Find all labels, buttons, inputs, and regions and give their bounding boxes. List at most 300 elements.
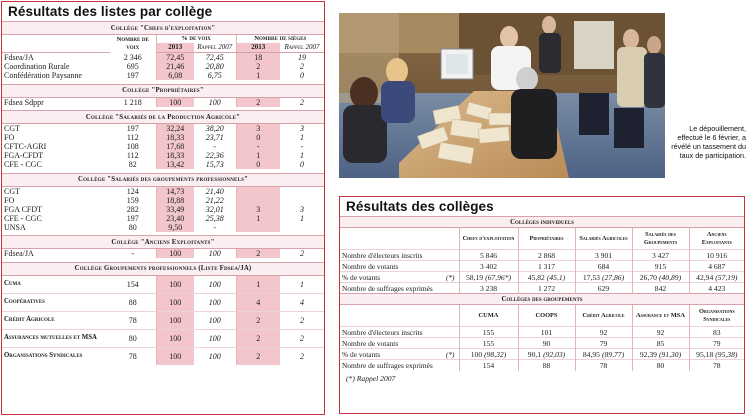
list-name: Fdsea Sdppr [4,97,44,107]
counting-photo [339,13,665,178]
value-cell [632,327,689,338]
pct-2013: 21,46 [156,62,194,71]
row-label [340,283,459,294]
value-2013: 4 687 [708,261,726,271]
seats-2007 [280,196,324,205]
column-header-row [340,228,744,250]
value-2013: 17,53 [582,272,600,282]
value-2013: 84,95 [582,349,600,359]
seats-2007: 1 [300,151,305,160]
value-2013: 2 868 [537,250,556,260]
list-name: CFE - CGC [4,213,42,223]
row-label [340,349,459,360]
pct-2013: 100 [156,275,194,293]
left-panel-title: Résultats des listes par collège [8,4,213,19]
value-2013: 45,82 [527,272,545,282]
value-2013: 83 [712,327,721,337]
table-row [2,151,324,160]
value-2013: 3 402 [479,261,498,271]
pct-2007: 22,36 [205,151,224,160]
value-2013: 3 427 [651,250,670,260]
vote-count: 197 [126,71,139,80]
value-cell [575,272,632,283]
subheader-2013-pct: 2013 [156,43,194,53]
pct-2013: 14,73 [156,186,194,196]
row-label [340,327,459,338]
value-cell [459,338,518,349]
section-header-row [2,111,324,124]
seats-2007: 3 [300,124,305,133]
seats-2007: - [300,142,304,151]
pct-2007: 100 [194,311,236,329]
seats-2007: 4 [280,293,324,311]
table-row [340,272,744,283]
value-cell [518,250,575,261]
vote-count: 82 [128,160,137,169]
value-2007: (57,19) [715,272,738,282]
pct-2007: 100 [208,249,221,258]
value-2013: 4 423 [708,283,726,293]
pct-2007: 21,40 [205,186,224,196]
table-row [2,124,324,134]
header-voters: Nombre de voix [116,35,149,51]
list-name: Coordination Rurale [4,62,70,71]
value-2007: (98,32) [484,349,507,359]
results-by-list-table [2,21,324,365]
seats-2013: 2 [236,62,280,71]
vote-count: 2 346 [123,52,142,62]
value-cell [518,261,575,272]
pct-2007: 6,75 [207,71,222,80]
table-row [2,53,324,63]
section-header-row [2,22,324,35]
header-blank [340,228,459,250]
footnote: (*) Rappel 2007 [346,373,396,383]
value-cell [689,283,744,294]
vote-count: 112 [126,151,139,160]
photo-caption: Le dépouillement, effectué le 6 février, a révélé un tassement du taux de participation. [671,124,746,160]
value-2013: 26,70 [639,272,657,282]
pct-2013: 23,40 [156,214,194,223]
vote-count: 80 [128,222,137,232]
column-header-row [2,35,324,44]
value-cell [518,338,575,349]
pct-2013: 33,49 [156,205,194,214]
table-row [2,142,324,151]
value-2013: 92 [599,327,608,337]
value-2013: 915 [654,261,667,271]
list-name: Assurances mutuelles et MSA [2,329,110,347]
seats-2013: 2 [236,97,280,107]
seats-2007: 2 [280,329,324,347]
value-2013: 3 901 [594,250,613,260]
value-2013: 42,94 [696,272,714,282]
right-panel-title: Résultats des collèges [346,199,494,214]
pct-2013: 6,08 [156,71,194,80]
pct-2013: 100 [156,293,194,311]
pct-2007: 25,38 [205,213,224,223]
value-2013: 58,19 [465,272,484,282]
pct-2013: 100 [156,311,194,329]
column-header: COOPS [518,305,575,327]
value-2007: (27,86) [601,272,625,282]
value-cell [575,349,632,360]
column-subheader-row [2,43,324,53]
vote-count: 282 [126,204,139,214]
value-cell [632,338,689,349]
seats-2013: 2 [236,249,280,259]
value-cell [575,360,632,371]
list-name: CGT [4,186,20,196]
value-2013: 78 [599,360,608,370]
seats-2013: 2 [236,329,280,347]
seats-2013: 1 [236,71,280,80]
seats-2013: 1 [236,214,280,223]
seats-2007: 1 [300,213,305,223]
column-header: Chefs d'exploitation [459,228,518,250]
section-title: Collèges des groupements [340,294,744,305]
seats-2007: 19 [298,53,307,62]
value-2007: (45,1) [546,272,566,282]
value-cell [575,250,632,261]
subheader-2013-seats: 2013 [236,43,280,53]
list-name: Cuma [2,275,110,293]
row-label-text: Nombre de votants [342,338,399,348]
row-label-text: Nombre de suffrages exprimés [342,360,433,370]
value-cell [689,327,744,338]
value-2013: 154 [482,360,495,370]
value-2013: 88 [542,360,551,370]
rappel-mark: (*) [445,272,455,282]
pct-2007: 20,80 [205,62,224,71]
pct-2007: 32,01 [205,204,224,214]
column-header-row [340,305,744,327]
subheader-rappel-seats: Rappel 2007 [280,43,324,53]
value-2013: 101 [540,327,553,337]
section-header-row [340,294,744,305]
value-2013: 79 [712,338,721,348]
value-2013: 78 [712,360,721,370]
table-row [340,283,744,294]
seats-2007: 1 [280,275,324,293]
value-2013: 10 916 [706,250,728,260]
seats-2013: 2 [236,347,280,365]
table-row [2,214,324,223]
college-results-table [340,216,744,371]
table-row [2,97,324,107]
vote-count: 108 [126,142,139,151]
list-name: Organisations Syndicales [2,347,110,365]
section-header-row [2,84,324,97]
column-header: Salariés Agricoles [575,228,632,250]
seats-2013: 18 [236,53,280,63]
value-cell [689,360,744,371]
value-cell [575,283,632,294]
vote-count: 695 [126,62,139,71]
seats-2007: 0 [300,71,305,80]
table-row [2,249,324,259]
header-pct: % de voix [156,35,236,44]
value-2007: (89,77) [601,349,625,359]
value-2013: 842 [654,283,667,293]
pct-2013: 18,33 [156,133,194,142]
section-title: Collège "Salariés des groupements professionnels" [2,173,324,186]
header-blank [340,305,459,327]
value-2013: 3 238 [479,283,498,293]
row-label-text: % de votants [342,272,381,282]
value-cell [632,349,689,360]
value-2013: 629 [597,283,610,293]
vote-count: - [131,249,135,258]
seats-2007: 3 [300,204,305,214]
value-2013: 95,18 [696,349,714,359]
vote-count: 124 [126,186,139,196]
value-2013: 80 [656,360,665,370]
table-row [2,293,324,311]
pct-2007: 72,45 [205,53,224,62]
value-2013: 90 [542,338,551,348]
value-cell [459,349,518,360]
seats-2013 [236,223,280,232]
table-row [340,360,744,371]
table-row [340,338,744,349]
list-name: Fdsea/JA [4,249,34,258]
table-row [2,311,324,329]
value-cell [689,349,744,360]
vote-count: 154 [110,275,156,293]
subheader-rappel-pct: Rappel 2007 [194,43,236,53]
section-header-row [2,236,324,249]
college-results-panel [339,196,745,414]
row-label-text: Nombre d'électeurs inscrits [342,250,423,260]
value-cell [518,283,575,294]
value-cell [575,261,632,272]
seats-2013: 3 [236,205,280,214]
pct-2013: 17,68 [156,142,194,151]
pct-2007: 38,20 [205,124,224,133]
column-header: Organisations Syndicales [689,305,744,327]
value-2013: 1 317 [537,261,556,271]
value-2013: 100 [470,349,483,359]
table-row [2,186,324,196]
seats-2007 [280,223,324,232]
table-row [2,329,324,347]
section-header-row [2,173,324,186]
table-row [2,205,324,214]
value-cell [632,272,689,283]
value-cell [689,261,744,272]
pct-2013: 100 [156,97,194,107]
list-name: CGT [4,124,20,133]
table-row [340,327,744,338]
section-title: Collège "Salariés de la Production Agricole" [2,111,324,124]
column-header: CUMA [459,305,518,327]
list-name: FO [4,133,15,142]
section-title: Collège "Chefs d'exploitation" [2,22,324,35]
vote-count: 197 [126,213,139,223]
value-cell [459,250,518,261]
pct-2007: - [213,142,217,151]
section-title: Collège "Anciens Exploitants" [2,236,324,249]
value-2013: 684 [597,261,610,271]
seats-2013: - [236,142,280,151]
list-name: CFE - CGC [4,160,42,169]
value-cell [575,327,632,338]
pct-2013: 18,33 [156,151,194,160]
value-2007: (40,89) [658,272,682,282]
row-label [340,250,459,261]
value-2007: (91,30) [658,349,682,359]
vote-count: 159 [126,195,139,205]
row-label-text: % de votants [342,349,381,359]
seats-2007 [280,186,324,196]
pct-2013: 100 [156,249,194,259]
table-row [2,223,324,232]
value-cell [459,327,518,338]
row-label [340,272,459,283]
table-row [340,250,744,261]
pct-2013: 18,88 [156,196,194,205]
pct-2013: 32,24 [156,124,194,134]
vote-count: 88 [110,293,156,311]
list-name: FO [4,195,15,205]
seats-2007: 2 [280,347,324,365]
section-header-row [340,217,744,228]
rappel-mark: (*) [445,349,455,359]
row-label [340,261,459,272]
value-cell [632,261,689,272]
list-name: FGA-CFDT [4,151,44,160]
pct-2007: 100 [208,97,221,107]
column-header: Anciens Exploitants [689,228,744,250]
section-title: Collège Groupements professionnels (Liste Fdsea/JA) [2,262,324,275]
value-cell [689,338,744,349]
seats-2007: 1 [300,133,305,142]
pct-2007: 100 [194,329,236,347]
seats-2007: 0 [300,160,305,169]
vote-count: 78 [110,311,156,329]
value-cell [575,338,632,349]
value-2007: (92,03) [543,349,566,359]
pct-2013: 100 [156,329,194,347]
table-row [340,349,744,360]
subheader-blank [2,43,110,53]
seats-2013: 4 [236,293,280,311]
seats-2007: 2 [300,62,305,71]
vote-count: 80 [110,329,156,347]
row-label-text: Nombre d'électeurs inscrits [342,327,423,337]
pct-2007: - [213,222,217,232]
value-cell [518,349,575,360]
value-2013: 92 [656,327,665,337]
value-2013: 92,39 [639,349,657,359]
value-2013: 90,1 [527,349,542,359]
value-cell [459,283,518,294]
list-name: FGA CFDT [4,204,43,214]
pct-2007: 100 [194,275,236,293]
table-row [2,62,324,71]
value-2013: 85 [656,338,665,348]
value-cell [632,283,689,294]
list-name: Crédit Agricole [2,311,110,329]
list-name: CFTC-AGRI [4,142,47,151]
column-header: Propriétaires [518,228,575,250]
section-title: Collège "Propriétaires" [2,84,324,97]
seats-2007: 2 [280,311,324,329]
value-cell [518,272,575,283]
seats-2013: 0 [236,160,280,169]
section-title: Collèges individuels [340,217,744,228]
value-cell [518,360,575,371]
table-row [2,275,324,293]
value-2007: (67,96*) [485,272,512,282]
value-2013: 1 272 [537,283,556,293]
value-cell [518,327,575,338]
row-label [340,338,459,349]
table-row [2,196,324,205]
value-cell [459,272,518,283]
header-seats: Nombre de sièges [236,35,324,44]
seats-2007: 2 [300,97,305,107]
table-row [2,133,324,142]
column-header: Assurance et MSA [632,305,689,327]
seats-2013: 1 [236,151,280,160]
pct-2007: 100 [194,293,236,311]
table-row [2,160,324,169]
row-label-text: Nombre de votants [342,261,399,271]
pct-2013: 13,42 [156,160,194,169]
pct-2013: 9,50 [156,223,194,232]
value-2013: 155 [482,327,495,337]
value-2013: 5 846 [479,250,498,260]
column-header: Salariés des Groupements [632,228,689,250]
value-cell [459,360,518,371]
value-2013: 79 [599,338,608,348]
vote-count: 197 [126,124,139,133]
value-cell [459,261,518,272]
header-blank [2,35,110,44]
vote-count: 78 [110,347,156,365]
results-by-list-panel [1,1,325,415]
pct-2007: 100 [194,347,236,365]
value-cell [632,360,689,371]
seats-2013 [236,186,280,196]
list-name: Fdsea/JA [4,53,34,62]
row-label [340,360,459,371]
seats-2013: 2 [236,311,280,329]
pct-2013: 72,45 [156,53,194,63]
section-header-row [2,262,324,275]
row-label-text: Nombre de suffrages exprimés [342,283,433,293]
vote-count: 112 [126,133,139,142]
column-header: Crédit Agricole [575,305,632,327]
list-name: UNSA [4,222,26,232]
pct-2007: 21,22 [205,195,224,205]
table-row [340,261,744,272]
value-cell [689,250,744,261]
seats-2013: 3 [236,124,280,134]
table-row [2,347,324,365]
table-row [2,71,324,80]
pct-2007: 23,71 [205,133,224,142]
vote-count: 1 218 [123,97,142,107]
seats-2013 [236,196,280,205]
seats-2013: 1 [236,275,280,293]
seats-2013: 0 [236,133,280,142]
value-cell [632,250,689,261]
pct-2007: 15,73 [205,160,224,169]
value-cell [689,272,744,283]
